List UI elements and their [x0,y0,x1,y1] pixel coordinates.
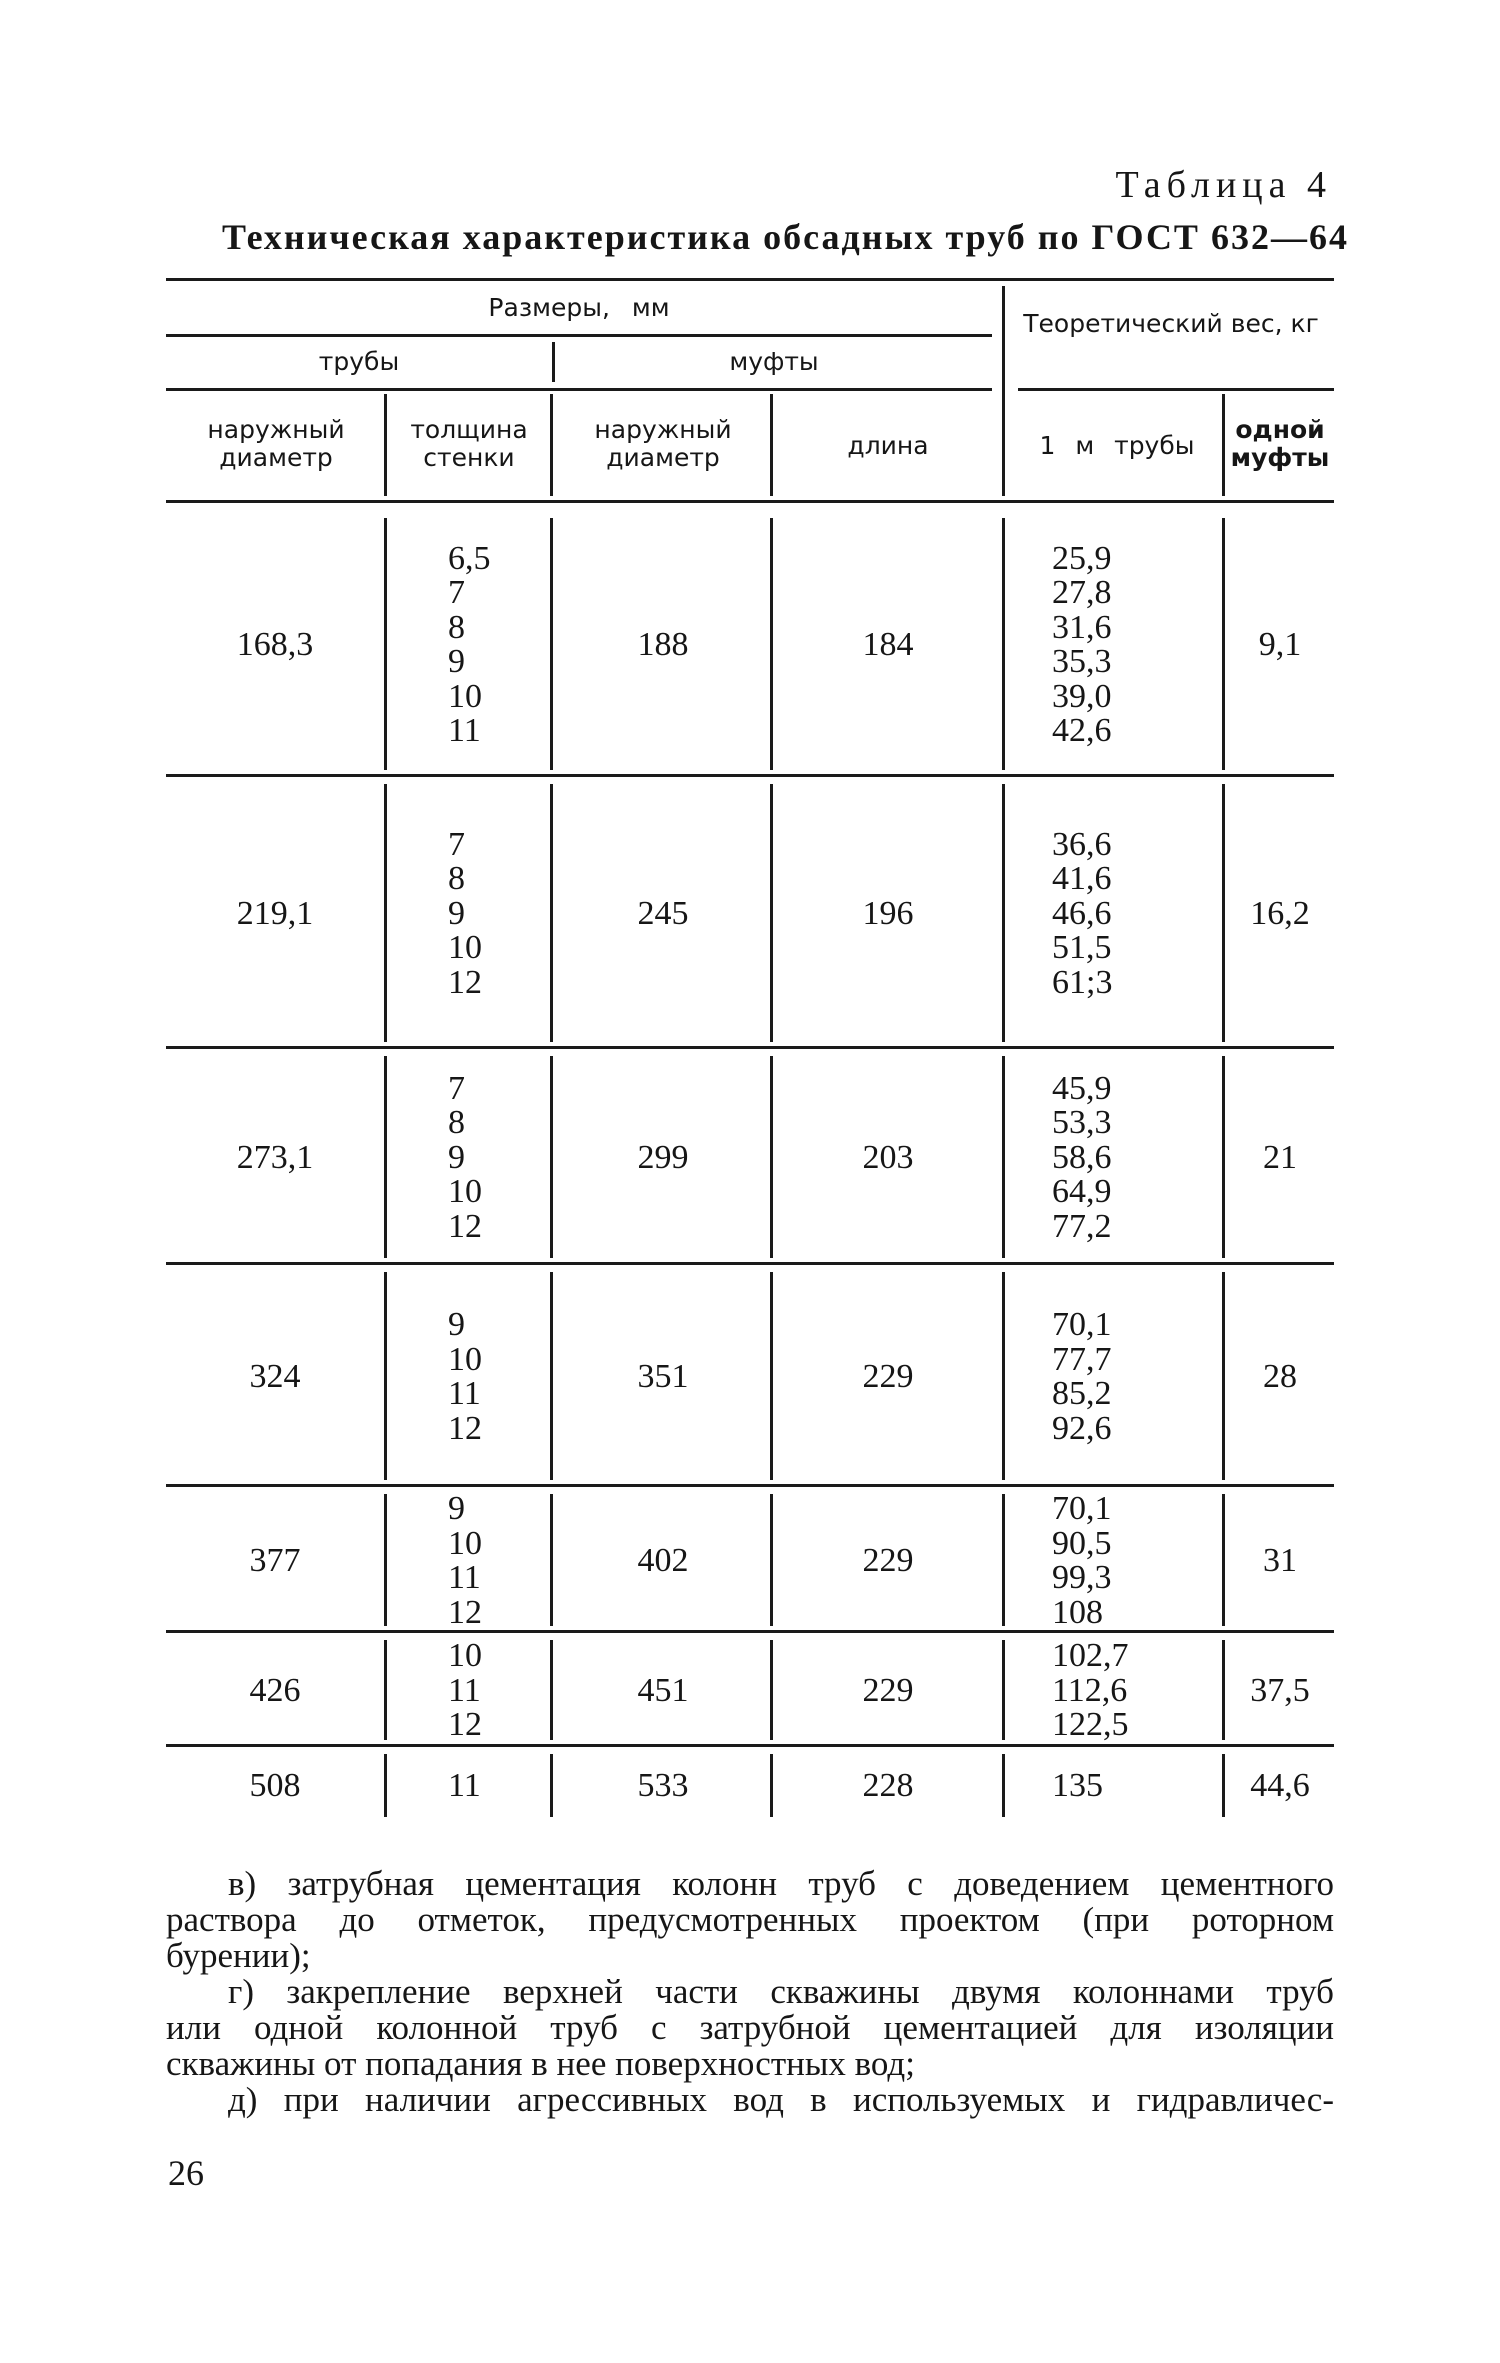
header-pipe-outer-diameter: наружный диаметр [207,415,345,472]
wall-thickness-value: 9 [448,1138,465,1176]
weight-value: 53,3 [1052,1104,1112,1142]
value: 229 [862,1541,914,1579]
header-coupling-outer-diameter: наружный диаметр [594,415,732,472]
wall-thickness-value: 12 [448,1409,482,1447]
cell-length [774,780,1002,1048]
wall-thickness-value: 11 [448,1767,481,1805]
header-rule-weight [1018,388,1334,391]
header-per-meter: 1 м трубы [1039,431,1195,460]
row-divider [166,774,1334,777]
paragraph-line: бурении); [166,1936,311,1975]
cell-coupling-weight [1226,1490,1334,1632]
row-divider [166,1744,1334,1747]
table-top-rule [166,278,1334,281]
weight-value: 35,3 [1052,643,1112,680]
column-divider [384,1494,387,1626]
column-divider [770,1754,773,1817]
weight-value: 41,6 [1052,860,1112,898]
cell-coupling-weight [1226,1268,1334,1486]
weight-value: 70,1 [1052,1490,1112,1527]
wall-thickness-value: 10 [448,1340,482,1378]
cell-list [1052,825,1222,1001]
cell-list [1052,1492,1222,1630]
cell-length [774,1268,1002,1486]
value: 451 [637,1671,689,1709]
paragraph-line: д) при наличии агрессивных вод в используемых и гидравличес- [228,2080,1334,2119]
cell-coupling-weight [1226,1636,1334,1746]
value: 37,5 [1250,1671,1310,1709]
weight-value: 25,9 [1052,539,1112,577]
weight-value: 51,5 [1052,929,1112,967]
weight-value: 31,6 [1052,608,1112,646]
column-divider [1222,1754,1225,1817]
wall-thickness-value: 10 [448,677,482,715]
page-number: 26 [168,2153,204,2193]
cell-weights [1006,1490,1222,1632]
weight-value: 135 [1052,1767,1103,1805]
value: 351 [637,1357,689,1395]
column-divider [770,518,773,770]
cell-outer [166,1750,384,1823]
row-divider [166,1484,1334,1487]
wall-thickness-value: 10 [448,1637,482,1675]
weight-value: 70,1 [1052,1306,1112,1343]
cell-coupling-weight [1226,514,1334,776]
column-divider [1222,518,1225,770]
cell-coupling-outer [556,1750,770,1823]
cell-list [448,1069,548,1245]
header-wall-thickness: толщина стенки [410,415,528,472]
cell-list [1052,1639,1222,1743]
header-per-coupling: одной муфты [1230,415,1330,472]
cell-weights [1006,1636,1222,1746]
weight-value: 64,9 [1052,1173,1112,1211]
cell-length [774,1750,1002,1823]
cell-outer [166,1490,384,1632]
column-divider [770,784,773,1042]
cell-weights [1006,1268,1222,1486]
column-divider [384,784,387,1042]
value: 533 [637,1767,689,1805]
weight-value: 112,6 [1052,1671,1128,1709]
wall-thickness-value: 12 [448,963,482,1001]
column-divider [1002,1754,1005,1817]
wall-thickness-value: 12 [448,1207,482,1245]
cell-walls [448,1052,548,1264]
value: 28 [1263,1357,1297,1395]
value: 31 [1263,1541,1297,1579]
column-divider [1002,784,1005,1042]
column-divider [1222,1272,1225,1480]
cell-list [448,825,548,1001]
weight-value: 39,0 [1052,677,1112,715]
wall-thickness-value: 11 [448,712,481,749]
header-length: длина [847,431,929,460]
cell-coupling-outer [556,1636,770,1746]
cell-length [774,1636,1002,1746]
header-weight: Теоретический вес, кг [1023,309,1319,338]
weight-value: 122,5 [1052,1706,1129,1744]
weight-value: 46,6 [1052,894,1112,932]
header-couplings: муфты [729,347,819,376]
column-divider [1002,1272,1005,1480]
paragraph [166,1974,1334,2082]
value: 21 [1263,1138,1297,1176]
wall-thickness-value: 8 [448,608,465,646]
column-divider [550,1056,553,1258]
cell-weights [1006,1750,1222,1823]
wall-thickness-value: 11 [448,1559,481,1596]
column-divider [550,1494,553,1626]
paragraph [166,2082,1334,2118]
column-divider [1002,1640,1005,1740]
value: 377 [249,1541,301,1579]
weight-value: 77,7 [1052,1340,1112,1378]
wall-thickness-value: 9 [448,643,465,680]
column-divider [384,1056,387,1258]
value: 196 [862,894,914,932]
cell-coupling-weight [1226,1052,1334,1264]
weight-value: 42,6 [1052,712,1112,749]
value: 44,6 [1250,1767,1310,1805]
header-sep-sizes-weight [1002,286,1005,496]
cell-list [448,1308,548,1446]
value: 426 [249,1671,301,1709]
wall-thickness-value: 9 [448,1306,465,1343]
table-label: Таблица 4 [1115,164,1332,206]
value: 324 [249,1357,301,1395]
value: 402 [637,1541,689,1579]
casing-pipe-table [166,276,1334,1823]
paragraph-line: в) затрубная цементация колонн труб с доведением цементного [228,1864,1334,1903]
header-sep-pipes-couplings [552,342,555,382]
column-divider [1222,784,1225,1042]
weight-value: 36,6 [1052,825,1112,863]
cell-outer [166,780,384,1048]
value: 16,2 [1250,894,1310,932]
cell-coupling-weight [1226,1750,1334,1823]
cell-list [1052,1308,1222,1446]
cell-length [774,1052,1002,1264]
cell-coupling-weight [1226,780,1334,1048]
cell-walls [448,1268,548,1486]
paragraph-line: раствора до отметок, предусмотренных проектом (при роторном [166,1900,1334,1939]
cell-list [448,1492,548,1630]
cell-outer [166,1052,384,1264]
column-divider [550,784,553,1042]
wall-thickness-value: 12 [448,1593,482,1631]
header-sep-col3 [770,394,773,496]
wall-thickness-value: 12 [448,1706,482,1744]
cell-length [774,1490,1002,1632]
weight-value: 108 [1052,1593,1103,1631]
wall-thickness-value: 10 [448,929,482,967]
wall-thickness-value: 9 [448,894,465,932]
row-divider [166,1046,1334,1049]
wall-thickness-value: 10 [448,1173,482,1211]
row-divider [166,1262,1334,1265]
weight-value: 90,5 [1052,1524,1112,1562]
cell-weights [1006,1052,1222,1264]
cell-outer [166,1268,384,1486]
cell-walls [448,780,548,1048]
cell-length [774,514,1002,776]
value: 188 [637,625,689,663]
value: 219,1 [236,894,314,932]
column-divider [550,1272,553,1480]
cell-weights [1006,780,1222,1048]
column-divider [1222,1494,1225,1626]
value: 229 [862,1357,914,1395]
column-divider [1002,1494,1005,1626]
paragraph-line: г) закрепление верхней части скважины двумя колоннами труб [228,1972,1334,2011]
value: 245 [637,894,689,932]
value: 168,3 [236,625,314,663]
value: 228 [862,1767,914,1805]
value: 9,1 [1258,625,1302,663]
paragraph-line: или одной колонной труб с затрубной цементацией для изоляции [166,2008,1334,2047]
header-sep-col5 [1222,394,1225,496]
weight-value: 58,6 [1052,1138,1112,1176]
value: 299 [637,1138,689,1176]
cell-walls [448,1490,548,1632]
cell-weights [1006,514,1222,776]
column-divider [1222,1640,1225,1740]
cell-list [448,1639,548,1743]
paragraph-line: скважины от попадания в нее поверхностных вод; [166,2044,915,2083]
column-divider [1002,518,1005,770]
weight-value: 102,7 [1052,1637,1129,1675]
weight-value: 61;3 [1052,963,1113,1001]
column-divider [1002,1056,1005,1258]
column-divider [550,518,553,770]
paragraph [166,1866,1334,1974]
header-rule-sizes [166,334,992,337]
wall-thickness-value: 9 [448,1490,465,1527]
column-divider [770,1494,773,1626]
cell-coupling-outer [556,1052,770,1264]
row-divider [166,1630,1334,1633]
column-divider [384,1754,387,1817]
wall-thickness-value: 8 [448,860,465,898]
header-pipes: трубы [318,347,400,376]
cell-walls [448,1636,548,1746]
cell-coupling-outer [556,1490,770,1632]
column-divider [1222,1056,1225,1258]
wall-thickness-value: 7 [448,825,465,863]
wall-thickness-value: 6,5 [448,539,491,577]
value: 184 [862,625,914,663]
column-divider [770,1640,773,1740]
header-sep-col2 [550,394,553,496]
wall-thickness-value: 11 [448,1375,481,1412]
column-divider [550,1754,553,1817]
column-divider [384,518,387,770]
cell-list [1052,1069,1222,1245]
header-sep-col1 [384,394,387,496]
cell-walls [448,514,548,776]
value: 229 [862,1671,914,1709]
cell-coupling-outer [556,1268,770,1486]
cell-walls [448,1750,548,1823]
weight-value: 27,8 [1052,574,1112,611]
cell-coupling-outer [556,514,770,776]
cell-outer [166,1636,384,1746]
wall-thickness-value: 8 [448,1104,465,1142]
cell-coupling-outer [556,780,770,1048]
table-title: Техническая характеристика обсадных труб по ГОСТ 632—64 [222,217,1349,257]
header-sizes: Размеры, мм [488,293,670,322]
value: 273,1 [236,1138,314,1176]
weight-value: 77,2 [1052,1207,1112,1245]
body-text [166,1866,1334,2118]
header-bottom-rule [166,500,1334,503]
wall-thickness-value: 11 [448,1671,481,1709]
cell-list [448,1769,548,1804]
cell-outer [166,514,384,776]
value: 203 [862,1138,914,1176]
weight-value: 45,9 [1052,1069,1112,1107]
weight-value: 92,6 [1052,1409,1112,1447]
value: 508 [249,1767,301,1805]
cell-list [1052,1769,1222,1804]
header-rule-pipes [166,388,992,391]
cell-list [448,539,548,749]
column-divider [550,1640,553,1740]
wall-thickness-value: 10 [448,1524,482,1562]
column-divider [384,1640,387,1740]
column-divider [770,1272,773,1480]
column-divider [770,1056,773,1258]
weight-value: 85,2 [1052,1375,1112,1412]
wall-thickness-value: 7 [448,574,465,611]
weight-value: 99,3 [1052,1559,1112,1596]
column-divider [384,1272,387,1480]
wall-thickness-value: 7 [448,1069,465,1107]
cell-list [1052,539,1222,749]
